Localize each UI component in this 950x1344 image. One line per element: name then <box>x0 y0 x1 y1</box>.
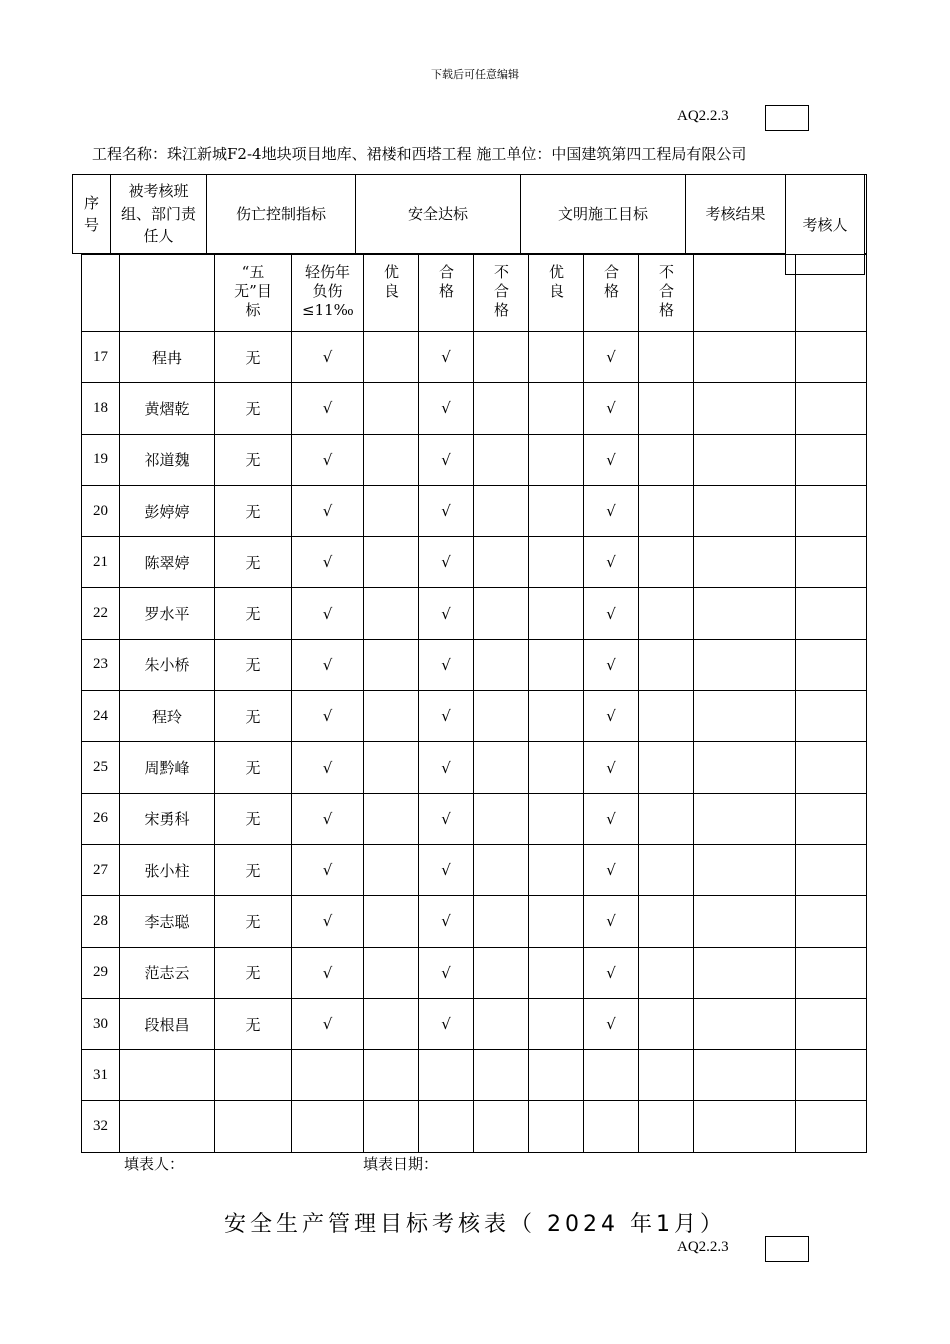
row-name: 彭婷婷 <box>120 485 215 536</box>
row-safety-excellent <box>364 537 419 588</box>
row-safety-fail <box>474 434 529 485</box>
row-reviewer <box>796 793 867 844</box>
row-civil-fail <box>639 332 694 383</box>
row-safety-pass: √ <box>419 485 474 536</box>
header-team: 被考核班组、部门责任人 <box>111 175 207 254</box>
row-safety-fail <box>474 485 529 536</box>
row-number: 24 <box>82 691 120 742</box>
row-number: 28 <box>82 896 120 947</box>
row-civil-fail <box>639 947 694 998</box>
row-injury: √ <box>292 998 364 1049</box>
row-name: 李志聪 <box>120 896 215 947</box>
row-civil-pass: √ <box>584 896 639 947</box>
row-wuwu: 无 <box>215 742 292 793</box>
row-safety-fail <box>474 537 529 588</box>
sub-empty-seq <box>82 255 120 332</box>
row-wuwu: 无 <box>215 588 292 639</box>
table-row <box>82 1101 867 1152</box>
row-result <box>694 1101 796 1152</box>
row-number: 20 <box>82 485 120 536</box>
row-civil-fail <box>639 537 694 588</box>
row-safety-excellent <box>364 485 419 536</box>
row-name: 朱小桥 <box>120 639 215 690</box>
row-wuwu: 无 <box>215 896 292 947</box>
row-name: 宋勇科 <box>120 793 215 844</box>
project-line: 工程名称：珠江新城F2-4地块项目地库、裙楼和西塔工程 施工单位：中国建筑第四工程局有限公司 <box>92 145 747 163</box>
row-safety-excellent <box>364 742 419 793</box>
row-reviewer <box>796 896 867 947</box>
row-result <box>694 691 796 742</box>
row-civil-pass: √ <box>584 588 639 639</box>
row-number: 26 <box>82 793 120 844</box>
row-civil-pass: √ <box>584 537 639 588</box>
table-row <box>82 485 867 536</box>
row-number: 27 <box>82 844 120 895</box>
row-number: 21 <box>82 537 120 588</box>
row-number: 32 <box>82 1101 120 1152</box>
table-header <box>72 174 867 254</box>
row-civil-fail <box>639 588 694 639</box>
row-civil-excellent <box>529 1101 584 1152</box>
row-injury <box>292 1050 364 1101</box>
row-reviewer <box>796 434 867 485</box>
row-civil-pass <box>584 1050 639 1101</box>
sub-reviewer <box>796 255 867 332</box>
table-row <box>82 588 867 639</box>
row-safety-pass: √ <box>419 434 474 485</box>
row-injury: √ <box>292 588 364 639</box>
row-wuwu <box>215 1101 292 1152</box>
row-wuwu: 无 <box>215 332 292 383</box>
row-safety-excellent <box>364 639 419 690</box>
row-name: 程冉 <box>120 332 215 383</box>
row-civil-excellent <box>529 1050 584 1101</box>
row-name: 范志云 <box>120 947 215 998</box>
row-safety-pass: √ <box>419 896 474 947</box>
row-result <box>694 383 796 434</box>
row-safety-excellent <box>364 896 419 947</box>
row-wuwu: 无 <box>215 485 292 536</box>
row-civil-excellent <box>529 588 584 639</box>
row-result <box>694 588 796 639</box>
row-result <box>694 947 796 998</box>
row-civil-fail <box>639 793 694 844</box>
row-number: 17 <box>82 332 120 383</box>
row-injury: √ <box>292 793 364 844</box>
row-reviewer <box>796 1050 867 1101</box>
row-civil-pass: √ <box>584 434 639 485</box>
row-civil-excellent <box>529 383 584 434</box>
row-civil-fail <box>639 844 694 895</box>
row-safety-excellent <box>364 383 419 434</box>
sub-civil-excellent: 优良 <box>529 255 584 332</box>
row-safety-excellent <box>364 434 419 485</box>
table-row <box>82 691 867 742</box>
row-safety-pass: √ <box>419 947 474 998</box>
row-civil-pass: √ <box>584 844 639 895</box>
row-safety-pass: √ <box>419 332 474 383</box>
table-row <box>82 793 867 844</box>
row-name <box>120 1050 215 1101</box>
row-safety-fail <box>474 998 529 1049</box>
row-injury: √ <box>292 485 364 536</box>
row-civil-fail <box>639 639 694 690</box>
row-civil-pass: √ <box>584 639 639 690</box>
sub-result <box>694 255 796 332</box>
table-row <box>82 537 867 588</box>
row-number: 31 <box>82 1050 120 1101</box>
next-form-code-box <box>765 1236 809 1262</box>
row-number: 18 <box>82 383 120 434</box>
sub-injury: 轻伤年负伤≤11‰ <box>292 255 364 332</box>
header-result: 考核结果 <box>686 175 786 254</box>
table-row <box>82 434 867 485</box>
row-injury: √ <box>292 947 364 998</box>
row-safety-fail <box>474 691 529 742</box>
row-safety-pass: √ <box>419 537 474 588</box>
row-result <box>694 332 796 383</box>
row-name: 陈翠婷 <box>120 537 215 588</box>
row-result <box>694 896 796 947</box>
row-civil-fail <box>639 485 694 536</box>
row-reviewer <box>796 844 867 895</box>
row-reviewer <box>796 332 867 383</box>
row-safety-fail <box>474 383 529 434</box>
row-number: 19 <box>82 434 120 485</box>
row-safety-pass: √ <box>419 844 474 895</box>
row-civil-pass: √ <box>584 691 639 742</box>
row-civil-excellent <box>529 537 584 588</box>
row-civil-fail <box>639 434 694 485</box>
row-wuwu: 无 <box>215 537 292 588</box>
row-injury: √ <box>292 639 364 690</box>
table-row <box>82 742 867 793</box>
row-civil-excellent <box>529 998 584 1049</box>
row-civil-fail <box>639 691 694 742</box>
row-number: 29 <box>82 947 120 998</box>
row-civil-fail <box>639 1101 694 1152</box>
header-casualty: 伤亡控制指标 <box>207 175 356 254</box>
row-civil-fail <box>639 1050 694 1101</box>
row-safety-excellent <box>364 844 419 895</box>
row-safety-pass: √ <box>419 998 474 1049</box>
row-civil-excellent <box>529 947 584 998</box>
row-reviewer <box>796 588 867 639</box>
row-safety-fail <box>474 947 529 998</box>
row-result <box>694 1050 796 1101</box>
row-civil-excellent <box>529 691 584 742</box>
filler-label: 填表人： <box>124 1155 185 1173</box>
row-injury: √ <box>292 332 364 383</box>
row-safety-excellent <box>364 332 419 383</box>
sub-civil-pass: 合格 <box>584 255 639 332</box>
row-safety-pass: √ <box>419 793 474 844</box>
row-safety-fail <box>474 639 529 690</box>
row-civil-excellent <box>529 639 584 690</box>
row-civil-fail <box>639 998 694 1049</box>
row-wuwu: 无 <box>215 691 292 742</box>
row-civil-pass: √ <box>584 485 639 536</box>
row-civil-pass <box>584 1101 639 1152</box>
row-name: 罗水平 <box>120 588 215 639</box>
row-injury <box>292 1101 364 1152</box>
row-injury: √ <box>292 844 364 895</box>
row-name: 程玲 <box>120 691 215 742</box>
row-name: 周黔峰 <box>120 742 215 793</box>
row-safety-pass: √ <box>419 588 474 639</box>
row-safety-excellent <box>364 998 419 1049</box>
table-row <box>82 332 867 383</box>
row-safety-fail <box>474 742 529 793</box>
row-injury: √ <box>292 691 364 742</box>
row-wuwu: 无 <box>215 639 292 690</box>
row-number: 30 <box>82 998 120 1049</box>
row-civil-pass: √ <box>584 998 639 1049</box>
sub-safety-fail: 不合格 <box>474 255 529 332</box>
row-result <box>694 793 796 844</box>
form-code: AQ2.2.3 <box>677 108 729 124</box>
row-safety-fail <box>474 793 529 844</box>
row-civil-fail <box>639 896 694 947</box>
row-name: 祁道魏 <box>120 434 215 485</box>
sub-empty-team <box>120 255 215 332</box>
row-safety-pass <box>419 1101 474 1152</box>
sub-safety-pass: 合格 <box>419 255 474 332</box>
table-row <box>82 1050 867 1101</box>
row-safety-pass <box>419 1050 474 1101</box>
row-civil-excellent <box>529 844 584 895</box>
row-number: 23 <box>82 639 120 690</box>
sub-wuwu: “五无”目标 <box>215 255 292 332</box>
row-name: 张小柱 <box>120 844 215 895</box>
row-result <box>694 742 796 793</box>
row-safety-fail <box>474 844 529 895</box>
row-reviewer <box>796 947 867 998</box>
row-result <box>694 998 796 1049</box>
row-safety-pass: √ <box>419 691 474 742</box>
row-safety-fail <box>474 1050 529 1101</box>
row-reviewer <box>796 537 867 588</box>
row-result <box>694 537 796 588</box>
row-civil-excellent <box>529 485 584 536</box>
row-civil-excellent <box>529 896 584 947</box>
row-injury: √ <box>292 896 364 947</box>
row-injury: √ <box>292 537 364 588</box>
row-civil-fail <box>639 383 694 434</box>
row-number: 25 <box>82 742 120 793</box>
row-wuwu <box>215 1050 292 1101</box>
row-safety-pass: √ <box>419 383 474 434</box>
row-civil-pass: √ <box>584 332 639 383</box>
table-row <box>82 844 867 895</box>
table-row <box>82 947 867 998</box>
row-safety-fail <box>474 332 529 383</box>
row-name: 段根昌 <box>120 998 215 1049</box>
form-code-box <box>765 105 809 131</box>
row-safety-fail <box>474 896 529 947</box>
row-reviewer <box>796 1101 867 1152</box>
row-reviewer <box>796 691 867 742</box>
row-civil-pass: √ <box>584 947 639 998</box>
sub-civil-fail: 不合格 <box>639 255 694 332</box>
table-row <box>82 639 867 690</box>
table-row <box>82 383 867 434</box>
row-result <box>694 639 796 690</box>
row-safety-excellent <box>364 1050 419 1101</box>
row-wuwu: 无 <box>215 434 292 485</box>
row-wuwu: 无 <box>215 793 292 844</box>
assessment-table <box>81 254 867 1153</box>
row-wuwu: 无 <box>215 383 292 434</box>
header-reviewer: 考核人 <box>785 174 865 275</box>
row-wuwu: 无 <box>215 998 292 1049</box>
row-result <box>694 844 796 895</box>
top-note: 下载后可任意编辑 <box>431 68 519 81</box>
row-civil-pass: √ <box>584 742 639 793</box>
row-civil-excellent <box>529 434 584 485</box>
table-row <box>82 896 867 947</box>
row-safety-excellent <box>364 793 419 844</box>
row-safety-pass: √ <box>419 639 474 690</box>
row-reviewer <box>796 485 867 536</box>
row-reviewer <box>796 383 867 434</box>
row-injury: √ <box>292 383 364 434</box>
row-civil-pass: √ <box>584 383 639 434</box>
header-seq: 序号 <box>73 175 111 254</box>
row-safety-fail <box>474 1101 529 1152</box>
row-safety-excellent <box>364 1101 419 1152</box>
header-civil: 文明施工目标 <box>521 175 686 254</box>
row-number: 22 <box>82 588 120 639</box>
row-civil-excellent <box>529 793 584 844</box>
row-reviewer <box>796 998 867 1049</box>
row-result <box>694 485 796 536</box>
row-civil-pass: √ <box>584 793 639 844</box>
date-label: 填表日期： <box>363 1155 439 1173</box>
header-safety: 安全达标 <box>356 175 521 254</box>
subheader-row <box>82 255 867 332</box>
row-name <box>120 1101 215 1152</box>
sub-safety-excellent: 优良 <box>364 255 419 332</box>
row-safety-excellent <box>364 588 419 639</box>
row-wuwu: 无 <box>215 947 292 998</box>
row-result <box>694 434 796 485</box>
row-wuwu: 无 <box>215 844 292 895</box>
row-injury: √ <box>292 434 364 485</box>
row-injury: √ <box>292 742 364 793</box>
row-reviewer <box>796 639 867 690</box>
row-civil-fail <box>639 742 694 793</box>
row-name: 黄熠乾 <box>120 383 215 434</box>
row-reviewer <box>796 742 867 793</box>
row-civil-excellent <box>529 332 584 383</box>
row-safety-fail <box>474 588 529 639</box>
row-safety-excellent <box>364 691 419 742</box>
row-safety-pass: √ <box>419 742 474 793</box>
row-civil-excellent <box>529 742 584 793</box>
table-row <box>82 998 867 1049</box>
next-form-code: AQ2.2.3 <box>677 1239 729 1255</box>
next-page-title: 安全生产管理目标考核表（ 2024 年1月） <box>224 1212 726 1237</box>
row-safety-excellent <box>364 947 419 998</box>
